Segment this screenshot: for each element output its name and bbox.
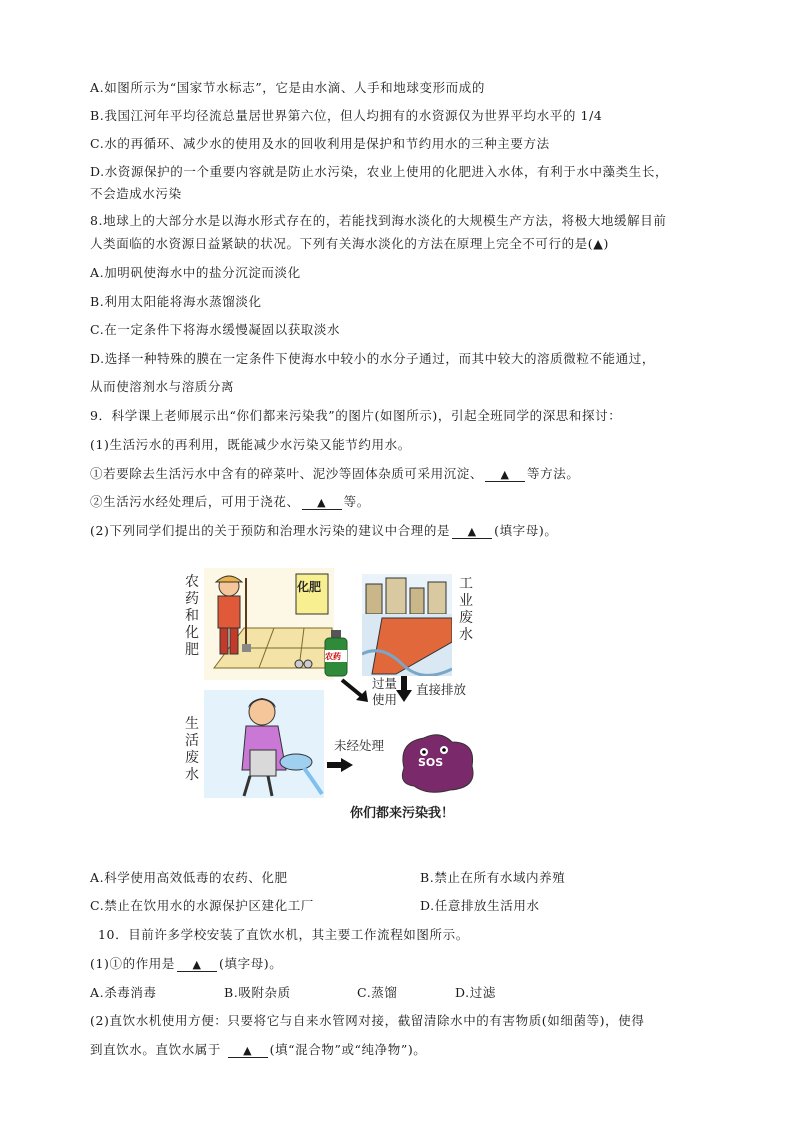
answer-blank[interactable]: ▲ — [452, 525, 492, 539]
q7-option-b: B.我国江河年平均径流总量居世界第六位，但人均拥有的水资源仅为世界平均水平的 1/4 — [90, 108, 603, 123]
q9-option-d: D.任意排放生活用水 — [420, 898, 540, 913]
q9-part1a — [90, 466, 579, 482]
q9-part1b — [90, 494, 370, 510]
q9-option-b: B.禁止在所有水域内养殖 — [420, 870, 566, 885]
diagonal-arrow-icon — [340, 678, 374, 704]
q9-part1b-text: ②生活污水经处理后，可用于浇花、 — [90, 494, 300, 509]
pollution-figure — [182, 568, 482, 828]
q9-part2 — [90, 523, 557, 539]
q8-option-d-line1: D.选择一种特殊的膜在一定条件下使海水中较小的水分子通过，而其中较大的溶质微粒不能通过， — [90, 351, 655, 366]
q10-option-a: A.杀毒消毒 — [90, 985, 157, 1000]
q7-option-d-line1: D.水资源保护的一个重要内容就是防止水污染，农业上使用的化肥进入水体，有利于水中藻类生长， — [90, 164, 669, 179]
q10-part2-suffix: (填“混合物”或“纯净物”)。 — [269, 1042, 427, 1057]
q10-part2-line1: (2)直饮水机使用方便：只要将它与自来水管网对接，截留清除水中的有害物质(如细菌等)，使得 — [90, 1013, 645, 1028]
q9-part2-text: (2)下列同学们提出的关于预防和治理水污染的建议中合理的是 — [90, 523, 451, 538]
q9-part2-suffix: (填字母)。 — [494, 523, 558, 538]
q7-option-d-line2: 不会造成水污染 — [90, 186, 182, 201]
q10-option-d: D.过滤 — [455, 985, 496, 1000]
answer-blank[interactable]: ▲ — [228, 1044, 268, 1058]
sos-label: SOS — [418, 756, 444, 769]
q8-option-c: C.在一定条件下将海水缓慢凝固以获取淡水 — [90, 322, 341, 337]
industrial-wastewater-label: 工业废水 — [459, 576, 473, 643]
q10-option-c: C.蒸馏 — [357, 985, 398, 1000]
q7-option-c: C.水的再循环、减少水的使用及水的回收利用是保护和节约用水的三种主要方法 — [90, 136, 550, 151]
q10-part2-line2 — [90, 1042, 426, 1058]
overuse-label: 过量使用 — [372, 676, 398, 707]
pesticide-label: 农药和化肥 — [185, 574, 199, 658]
answer-blank[interactable]: ▲ — [177, 958, 217, 972]
fertilizer-bag-label: 化肥 — [297, 580, 322, 594]
q9-part1b-suffix: 等。 — [343, 494, 370, 509]
domestic-wastewater-label: 生活废水 — [185, 716, 199, 783]
right-arrow-icon — [327, 758, 353, 772]
factory-illustration — [362, 574, 452, 676]
q10-stem: 10．目前许多学校安装了直饮水机，其主要工作流程如图所示。 — [98, 927, 469, 942]
q8-option-a: A.加明矾使海水中的盐分沉淀而淡化 — [90, 265, 301, 280]
q8-option-d-line2: 从而使溶剂水与溶质分离 — [90, 379, 235, 394]
q9-part1a-text: ①若要除去生活污水中含有的碎菜叶、泥沙等固体杂质可采用沉淀、 — [90, 466, 484, 481]
q7-option-a: A.如图所示为“国家节水标志”，它是由水滴、人手和地球变形而成的 — [90, 80, 485, 95]
down-arrow-icon — [396, 676, 412, 702]
q8-stem-line2: 人类面临的水资源日益紧缺的状况。下列有关海水淡化的方法在原理上完全不可行的是(▲) — [90, 236, 609, 251]
q9-stem: 9．科学课上老师展示出“你们都来污染我”的图片(如图所示)，引起全班同学的深思和探讨： — [90, 408, 622, 423]
pesticide-bottle-label: 农药 — [325, 652, 341, 661]
q9-part1a-suffix: 等方法。 — [527, 466, 580, 481]
woman-illustration — [204, 690, 324, 798]
q10-part1-text: (1)①的作用是 — [90, 956, 176, 971]
figure-caption: 你们都来污染我！ — [350, 806, 455, 821]
q9-part1: (1)生活污水的再利用，既能减少水污染又能节约用水。 — [90, 437, 411, 452]
q8-option-b: B.利用太阳能将海水蒸馏淡化 — [90, 294, 262, 309]
untreated-label: 未经处理 — [334, 738, 385, 753]
q10-part1 — [90, 956, 282, 972]
q8-stem-line1: 8.地球上的大部分水是以海水形式存在的，若能找到海水淡化的大规模生产方法，将极大地缓解目前 — [90, 213, 667, 228]
answer-blank[interactable]: ▲ — [302, 496, 342, 510]
q10-part2-text: 到直饮水。直饮水属于 — [90, 1042, 222, 1057]
direct-discharge-label: 直接排放 — [416, 682, 467, 697]
q9-option-a: A.科学使用高效低毒的农药、化肥 — [90, 870, 288, 885]
q10-option-b: B.吸附杂质 — [224, 985, 291, 1000]
q10-part1-suffix: (填字母)。 — [219, 956, 283, 971]
q9-option-c: C.禁止在饮用水的水源保护区建化工厂 — [90, 898, 314, 913]
answer-blank[interactable]: ▲ — [485, 468, 525, 482]
